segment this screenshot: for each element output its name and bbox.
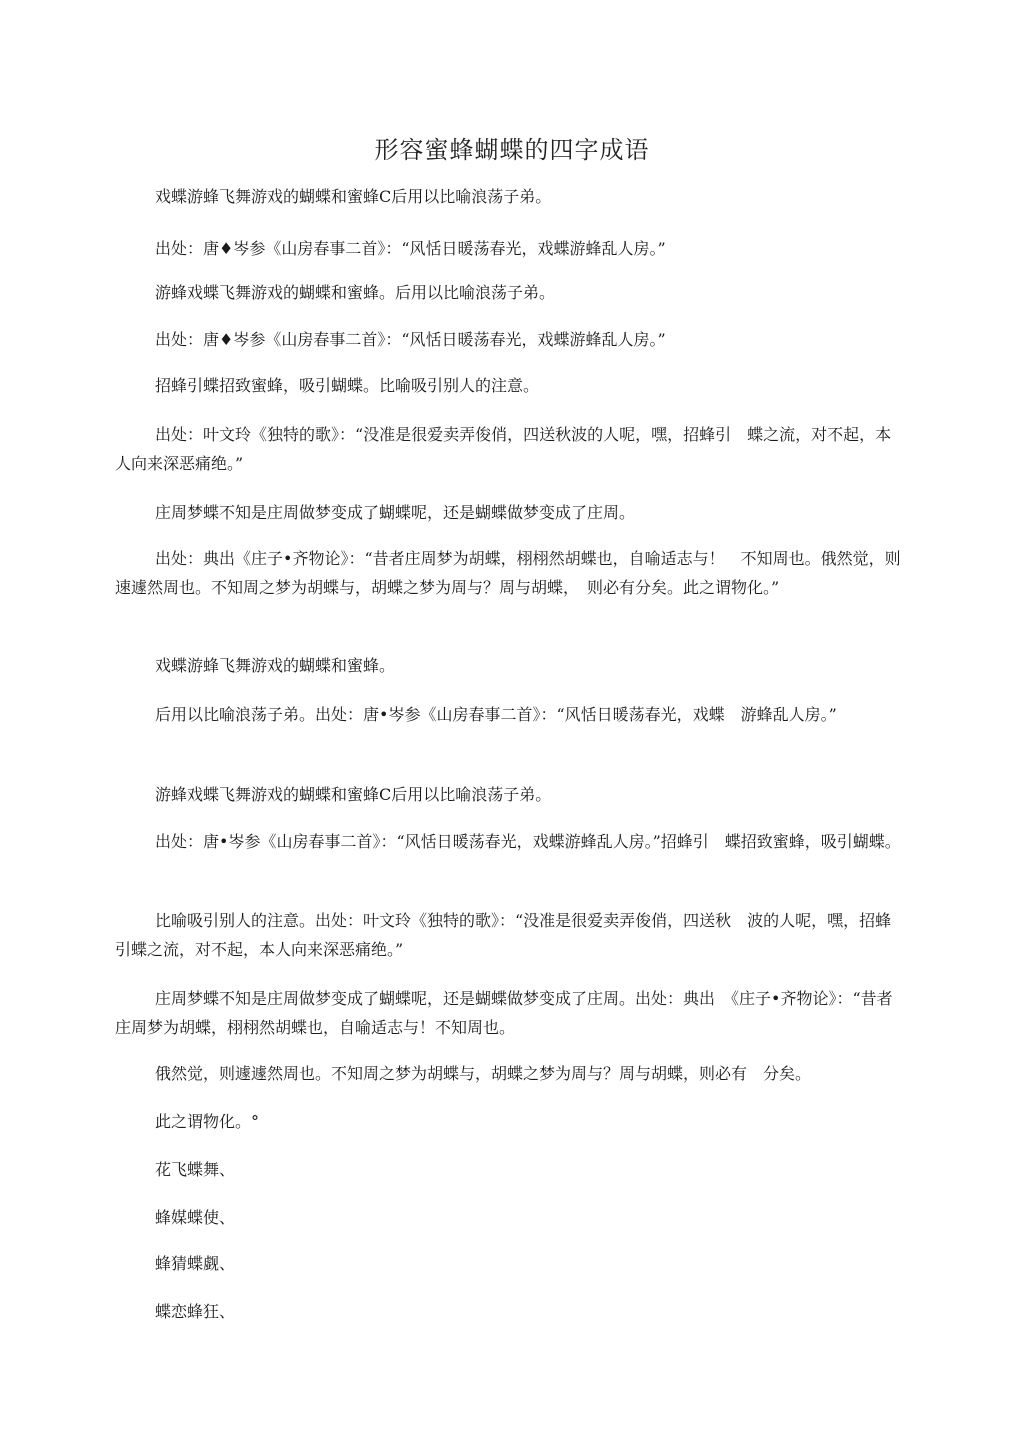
paragraph: 蜂猜蝶觑、: [155, 1254, 236, 1273]
paragraph: 出处：唐•岑参《山房春事二首》：“风恬日暖荡春光，戏蝶游蜂乱人房。”招蜂引 蝶招致蜜蜂，吸引蝴蝶。: [155, 832, 901, 851]
paragraph: 后用以比喻浪荡子弟。出处：唐•岑参《山房春事二首》：“风恬日暖荡春光，戏蝶 游蜂乱人房。”: [155, 705, 837, 724]
paragraph: 花飞蝶舞、: [155, 1160, 236, 1179]
paragraph: 比喻吸引别人的注意。出处：叶文玲《独特的歌》：“没准是很爱卖弄俊俏，四送秋 波的人呢，嘿，招蜂引蝶之流，对不起，本人向来深恶痛绝。”: [115, 911, 892, 959]
paragraph: 游蜂戏蝶飞舞游戏的蝴蝶和蜜蜂C后用以比喻浪荡子弟。: [155, 785, 552, 804]
paragraph: 出处：叶文玲《独特的歌》：“没准是很爱卖弄俊俏，四送秋波的人呢，嘿，招蜂引 蝶之流，对不起，本人向来深恶痛绝。”: [115, 425, 892, 473]
paragraph: 游蜂戏蝶飞舞游戏的蝴蝶和蜜蜂。后用以比喻浪荡子弟。: [155, 283, 556, 302]
paragraph: 庄周梦蝶不知是庄周做梦变成了蝴蝶呢，还是蝴蝶做梦变成了庄周。出处：典出 《庄子•齐物论》：“昔者庄周梦为胡蝶，栩栩然胡蝶也，自喻适志与！不知周也。: [115, 989, 893, 1037]
paragraph: 出处：唐♦岑参《山房春事二首》：“风恬日暖荡春光，戏蝶游蜂乱人房。”: [155, 330, 666, 349]
paragraph: 庄周梦蝶不知是庄周做梦变成了蝴蝶呢，还是蝴蝶做梦变成了庄周。: [155, 503, 636, 522]
paragraph: 出处：唐♦岑参《山房春事二首》：“风恬日暖荡春光，戏蝶游蜂乱人房。”: [155, 239, 666, 258]
paragraph: 蝶恋蜂狂、: [155, 1302, 236, 1321]
paragraph: 戏蝶游蜂飞舞游戏的蝴蝶和蜜蜂。: [155, 656, 396, 675]
paragraph: 此之谓物化。°: [155, 1112, 260, 1131]
paragraph: 蜂媒蝶使、: [155, 1208, 236, 1227]
paragraph: 戏蝶游蜂飞舞游戏的蝴蝶和蜜蜂C后用以比喻浪荡子弟。: [155, 187, 552, 206]
paragraph: 招蜂引蝶招致蜜蜂，吸引蝴蝶。比喻吸引别人的注意。: [155, 376, 540, 395]
document-title: 形容蜜蜂蝴蝶的四字成语: [374, 136, 650, 164]
paragraph: 出处：典出《庄子•齐物论》：“昔者庄周梦为胡蝶，栩栩然胡蝶也，自喻适志与！ 不知周也。俄然觉，则速遽然周也。不知周之梦为胡蝶与，胡蝶之梦为周与？周与胡蝶， 则必有分矣。此之谓物化。”: [115, 549, 901, 597]
paragraph: 俄然觉，则遽遽然周也。不知周之梦为胡蝶与，胡蝶之梦为周与？周与胡蝶，则必有 分矣。: [155, 1064, 812, 1083]
